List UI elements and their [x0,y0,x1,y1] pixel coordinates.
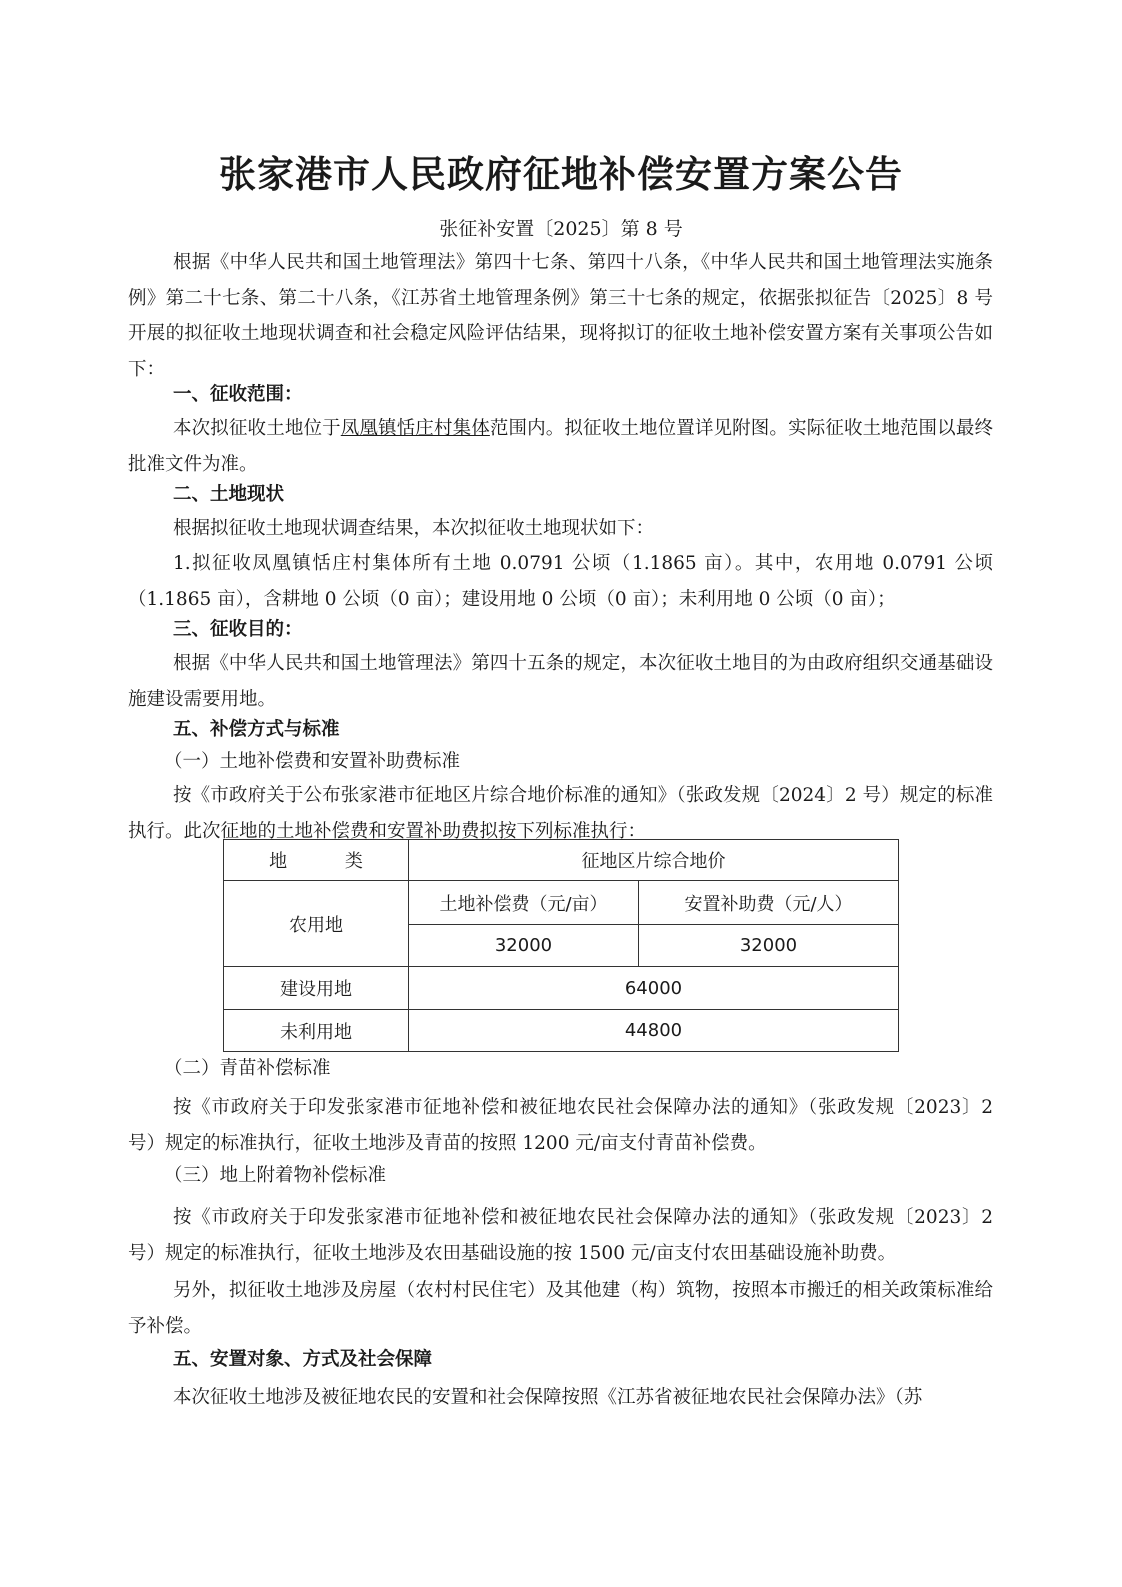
section-1-heading: 一、征收范围： [173,384,303,405]
section-2-paragraph-2: 1.拟征收凤凰镇恬庄村集体所有土地 0.0791 公顷（1.1865 亩）。其中，农用地 0.0791 公顷（1.1865 亩），含耕地 0 公顷（0 亩）；建设用地 0 公顷（0 亩）；未利用地 0 公顷（0 亩）； [128,553,993,610]
row-type-construction: 建设用地 [224,967,409,1010]
cell-unused-value: 44800 [409,1010,899,1052]
intro-paragraph: 根据《中华人民共和国土地管理法》第四十七条、第四十八条，《中华人民共和国土地管理法实施条例》第二十七条、第二十八条，《江苏省土地管理条例》第三十七条的规定，依据张拟征告〔2025〕8 号开展的拟征收土地现状调查和社会稳定风险评估结果，现将拟订的征收土地补偿安置方案有关事项公告如下： [128,252,993,380]
subsection-3-paragraph: 按《市政府关于印发张家港市征地补偿和被征地农民社会保障办法的通知》（张政发规〔2023〕2 号）规定的标准执行，征收土地涉及农田基础设施的按 1500 元/亩支付农田基础设施补助费。 [128,1207,993,1264]
subsection-1-paragraph: 按《市政府关于公布张家港市征地区片综合地价标准的通知》（张政发规〔2024〕2 号）规定的标准执行。此次征地的土地补偿费和安置补助费拟按下列标准执行： [128,785,993,842]
subsection-2-heading: （二）青苗补偿标准 [164,1058,331,1079]
row-type-agricultural: 农用地 [224,881,409,967]
section-5-heading: 五、补偿方式与标准 [173,719,340,740]
village-name: 凤凰镇恬庄村集体 [340,418,490,439]
header-composite-price: 征地区片综合地价 [409,840,899,881]
header-resettlement-subsidy: 安置补助费（元/人） [639,881,899,925]
section-3-heading: 三、征收目的： [173,619,303,640]
section-3-paragraph: 根据《中华人民共和国土地管理法》第四十五条的规定，本次征收土地目的为由政府组织交通基础设施建设需要用地。 [128,653,993,710]
section-1-text-before: 本次拟征收土地位于 [173,418,341,439]
section-6-paragraph: 本次征收土地涉及被征地农民的安置和社会保障按照《江苏省被征地农民社会保障办法》（苏 [173,1387,923,1408]
compensation-standard-table [223,839,899,1052]
header-land-type: 地 类 [224,840,409,881]
section-1-paragraph [128,411,993,482]
section-2-heading: 二、土地现状 [173,484,285,505]
subsection-1-heading: （一）土地补偿费和安置补助费标准 [164,751,461,772]
cell-agricultural-land-compensation: 32000 [409,925,639,967]
page-title: 张家港市人民政府征地补偿安置方案公告 [219,152,903,196]
document-number: 张征补安置〔2025〕第 8 号 [439,218,683,240]
subsection-3-paragraph-2: 另外，拟征收土地涉及房屋（农村村民住宅）及其他建（构）筑物，按照本市搬迁的相关政策标准给予补偿。 [128,1280,993,1337]
cell-agricultural-resettlement-subsidy: 32000 [639,925,899,967]
subsection-2-paragraph: 按《市政府关于印发张家港市征地补偿和被征地农民社会保障办法的通知》（张政发规〔2023〕2 号）规定的标准执行，征收土地涉及青苗的按照 1200 元/亩支付青苗补偿费。 [128,1097,993,1154]
cell-construction-value: 64000 [409,967,899,1010]
section-6-heading: 五、安置对象、方式及社会保障 [173,1349,433,1370]
row-type-unused: 未利用地 [224,1010,409,1052]
section-2-paragraph-1: 根据拟征收土地现状调查结果，本次拟征收土地现状如下： [173,518,655,539]
section-1-text-after: 范围内。拟征收土地位置详见附图。实际征收土地范围以最终批准文件为准。 [128,418,993,475]
subsection-3-heading: （三）地上附着物补偿标准 [164,1165,387,1186]
header-land-compensation: 土地补偿费（元/亩） [409,881,639,925]
